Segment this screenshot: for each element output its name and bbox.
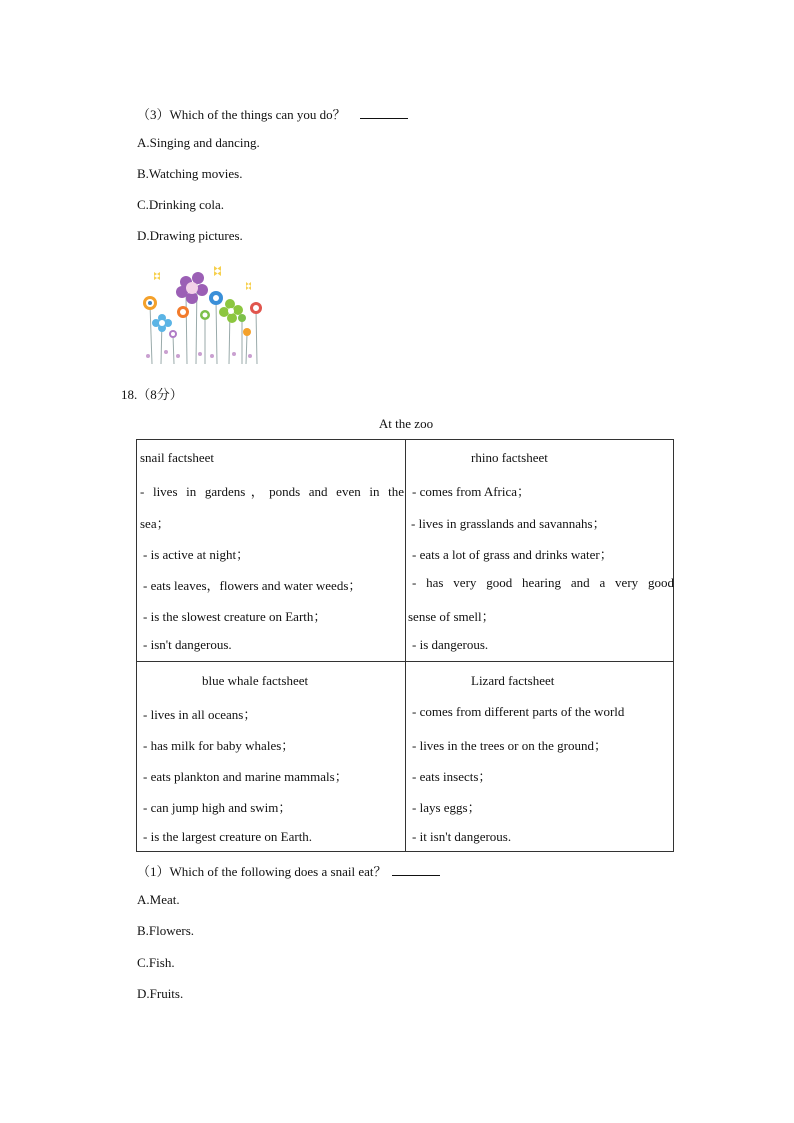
- cell-line: - is the largest creature on Earth.: [143, 829, 313, 844]
- q1-question: [137, 861, 440, 880]
- q3-option-a: A.Singing and dancing.: [137, 135, 260, 150]
- cell-line: - has very good hearing and a very good: [412, 575, 674, 590]
- cell-line: - isn't dangerous.: [143, 637, 232, 652]
- table-divider-horizontal: [137, 661, 673, 662]
- q1-option-b: B.Flowers.: [137, 923, 195, 938]
- cell-line: - comes from Africa；: [412, 484, 531, 499]
- cell-heading: snail factsheet: [140, 450, 214, 465]
- cell-heading: rhino factsheet: [471, 450, 548, 465]
- cell-line: - eats insects；: [412, 769, 492, 784]
- cell-line: - eats plankton and marine mammals；: [143, 769, 348, 784]
- cell-line: sea；: [140, 516, 170, 531]
- cell-line: sense of smell；: [408, 609, 495, 624]
- table-divider-vertical: [405, 440, 406, 851]
- cell-line: - can jump high and swim；: [143, 800, 292, 815]
- cell-line: - is dangerous.: [412, 637, 489, 652]
- cell-line: - lives in all oceans；: [143, 707, 257, 722]
- factsheet-table: [136, 439, 674, 852]
- flowers-illustration-icon: [138, 260, 268, 368]
- cell-line: - is active at night；: [143, 547, 250, 562]
- cell-line: - lives in gardens，ponds and even in the: [140, 484, 404, 499]
- cell-line: - lives in grasslands and savannahs；: [411, 516, 606, 531]
- q1-option-a: A.Meat.: [137, 892, 180, 907]
- cell-line: - it isn't dangerous.: [412, 829, 512, 844]
- cell-line: - eats a lot of grass and drinks water；: [412, 547, 613, 562]
- cell-line: - is the slowest creature on Earth；: [143, 609, 327, 624]
- cell-line: - has milk for baby whales；: [143, 738, 295, 753]
- answer-blank[interactable]: [392, 865, 440, 876]
- question-number: 18.（8分）: [121, 387, 183, 402]
- q1-option-c: C.Fish.: [137, 955, 175, 970]
- q3-question-text: （3）Which of the things can you do？: [137, 107, 346, 122]
- cell-heading: Lizard factsheet: [471, 673, 555, 688]
- passage-title: At the zoo: [378, 416, 434, 431]
- cell-line: - lives in the trees or on the ground；: [412, 738, 607, 753]
- q3-option-c: C.Drinking cola.: [137, 197, 225, 212]
- q3-option-d: D.Drawing pictures.: [137, 228, 243, 243]
- cell-line: - eats leaves，flowers and water weeds；: [143, 578, 362, 593]
- q1-question-text: （1）Which of the following does a snail eat？: [137, 864, 387, 879]
- cell-heading: blue whale factsheet: [202, 673, 309, 688]
- q3-option-b: B.Watching movies.: [137, 166, 243, 181]
- q1-option-d: D.Fruits.: [137, 986, 184, 1001]
- cell-line: - comes from different parts of the world: [412, 704, 625, 719]
- q3-question: [137, 104, 408, 123]
- cell-line: - lays eggs；: [412, 800, 481, 815]
- answer-blank[interactable]: [360, 108, 408, 119]
